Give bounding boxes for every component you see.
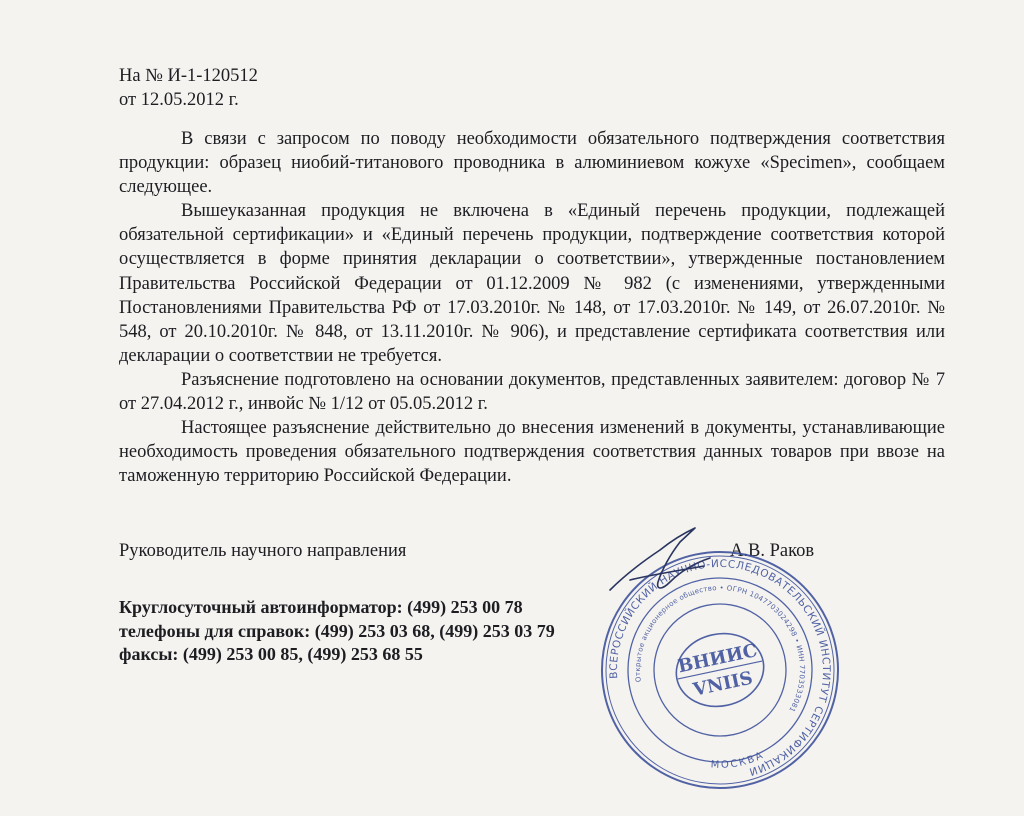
stamp-logo-ru: ВНИИС bbox=[676, 640, 760, 678]
paragraph: Разъяснение подготовлено на основании документов, представленных заявителем: договор № 7 от 27.04.2012 г., инвойс № 1/12 от 05.05.2012 г. bbox=[119, 369, 945, 415]
stamp-outer-text: ВСЕРОССИЙСКИЙ НАУЧНО-ИССЛЕДОВАТЕЛЬСКИЙ ИНСТИТУТ СЕРТИФИКАЦИИ bbox=[607, 557, 833, 778]
reference-number: На № И-1-120512 bbox=[119, 66, 258, 86]
contacts-block bbox=[119, 596, 555, 667]
paragraph: В связи с запросом по поводу необходимости обязательного подтверждения соответствия продукции: образец ниобий-титанового проводника в алюминиевом кожухе «Specimen», сообщаем следующее. bbox=[119, 129, 945, 198]
phones-line: телефоны для справок: (499) 253 03 68, (499) 253 03 79 bbox=[119, 620, 555, 641]
stamp-inner-text: Открытое акционерное общество • ОГРН 1047703024298 • ИНН 7703533081 bbox=[633, 583, 807, 714]
signatory-name: А.В. Раков bbox=[730, 541, 815, 561]
handwritten-signature bbox=[600, 520, 720, 610]
stamp-logo-en: VNIIS bbox=[691, 667, 755, 701]
stamp-city-text: МОСКВА bbox=[710, 749, 767, 771]
paragraph: Вышеуказанная продукция не включена в «Единый перечень продукции, подлежащей обязательной сертификации» и «Единый перечень продукции, подтверждение соответствия которой осуществляется в форме принятия декларации о соответствии», утвержденные постановлением Правительства Российской Федерации от 01.12.2009 № 982 (с изменениями, утвержденными Постановлениями Правительства РФ от 17.03.2010г. № 148, от 17.03.2010г. № 149, от 26.07.2010г. № 548, от 20.10.2010г. № 848, от 13.11.2010г. № 906), и представление сертификата соответствия или декларации о соответствии не требуется. bbox=[119, 201, 945, 366]
autoinformer-line: Круглосуточный автоинформатор: (499) 253 00 78 bbox=[119, 597, 523, 617]
paragraph: Настоящее разъяснение действительно до внесения изменений в документы, устанавливающие необходимость проведения обязательного подтверждения соответствия данных товаров при ввозе на таможенную территорию Российской Федерации. bbox=[119, 418, 945, 487]
letter-body bbox=[119, 127, 945, 488]
faxes-line: факсы: (499) 253 00 85, (499) 253 68 55 bbox=[119, 644, 423, 664]
reference-block bbox=[119, 64, 258, 112]
reference-date: от 12.05.2012 г. bbox=[119, 90, 239, 110]
signatory-title: Руководитель научного направления bbox=[119, 541, 407, 561]
